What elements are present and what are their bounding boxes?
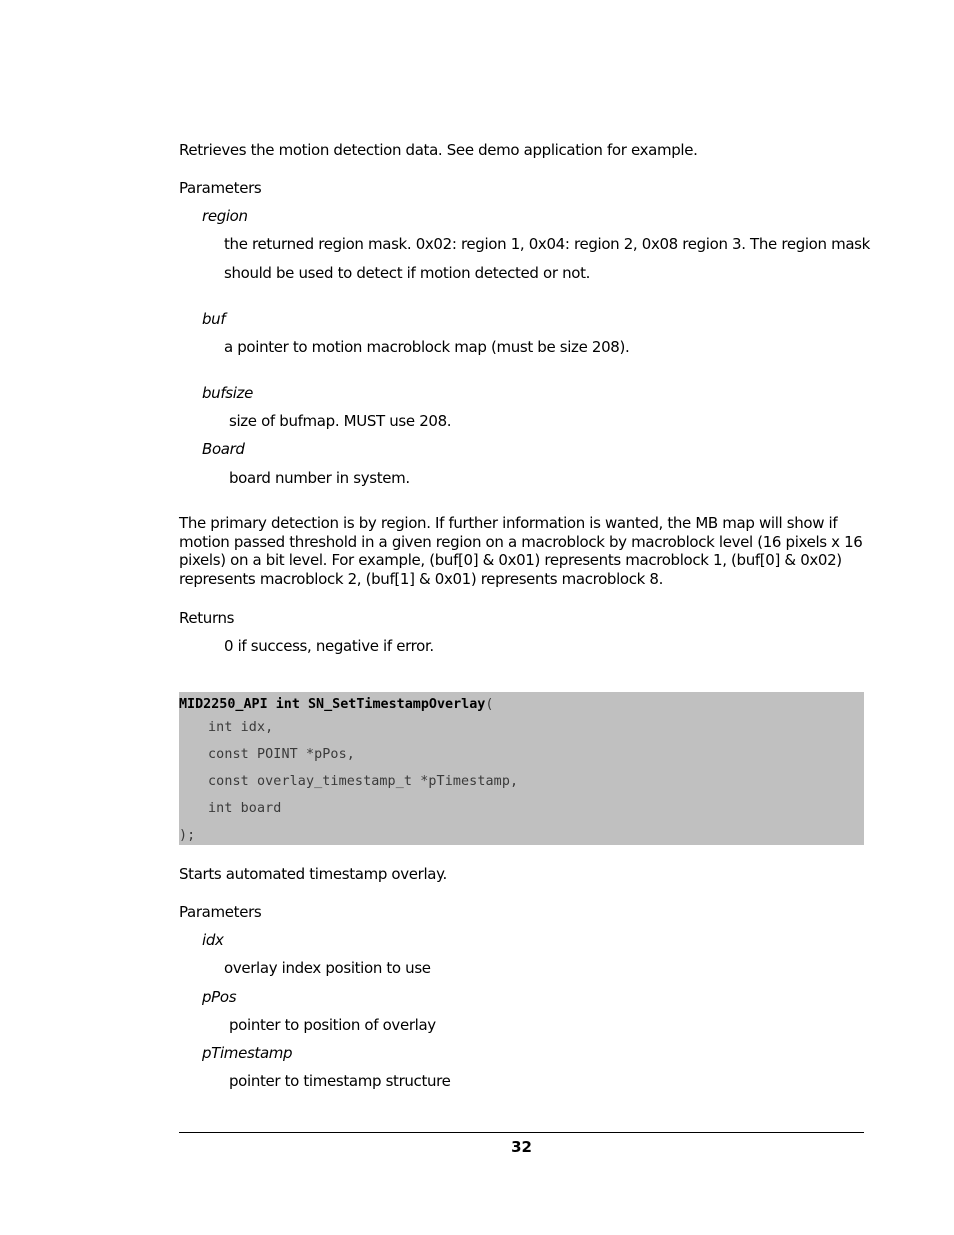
param-name-region: region [202,207,248,225]
detection-paragraph [179,514,864,588]
param-desc-ptimestamp: pointer to timestamp structure [229,1072,451,1090]
intro-text: Retrieves the motion detection data. See demo application for example. [179,141,698,159]
code-arg-ppos: const POINT *pPos, [208,747,355,762]
code-arg-idx: int idx, [208,720,274,735]
code-arg-ptimestamp: const overlay_timestamp_t *pTimestamp, [208,774,519,789]
param-desc-buf: a pointer to motion macroblock map (must be size 208). [224,338,630,356]
returns-text: 0 if success, negative if error. [224,637,434,655]
parameters-heading-2: Parameters [179,903,262,921]
code-signature-line [179,693,494,713]
param-name-ptimestamp: pTimestamp [202,1044,293,1062]
param-name-buf: buf [202,310,226,328]
param-desc-ppos: pointer to position of overlay [229,1016,436,1034]
function-signature: MID2250_API int SN_SetTimestampOverlay [179,697,486,712]
detection-paragraph-line: pixels) on a bit level. For example, (buf[0] & 0x01) represents macroblock 1, (buf[0] & 0x02) [179,551,842,569]
detection-paragraph-line: represents macroblock 2, (buf[1] & 0x01) represents macroblock 8. [179,569,664,588]
param-name-bufsize: bufsize [202,384,253,402]
detection-paragraph-line: motion passed threshold in a given region on a macroblock by macroblock level (16 pixels x 16 [179,532,863,551]
param-desc-idx: overlay index position to use [224,959,431,977]
param-name-idx: idx [202,931,224,949]
code-arg-board: int board [208,801,282,816]
code-close: ); [179,828,196,843]
footer-rule [179,1132,864,1133]
code-block [179,692,864,845]
param-name-ppos: pPos [202,988,237,1006]
returns-heading: Returns [179,609,235,627]
param-desc-region-line1: the returned region mask. 0x02: region 1, 0x04: region 2, 0x08 region 3. The region mask [224,235,870,253]
param-desc-board: board number in system. [229,469,410,487]
detection-paragraph-line: The primary detection is by region. If further information is wanted, the MB map will show if [179,514,838,532]
param-desc-region-line2: should be used to detect if motion detected or not. [224,264,591,282]
open-paren: ( [485,697,494,712]
page-number: 32 [511,1138,532,1156]
function-description: Starts automated timestamp overlay. [179,865,447,883]
parameters-heading: Parameters [179,179,262,197]
param-desc-bufsize: size of bufmap. MUST use 208. [229,412,452,430]
param-name-board: Board [202,440,245,458]
